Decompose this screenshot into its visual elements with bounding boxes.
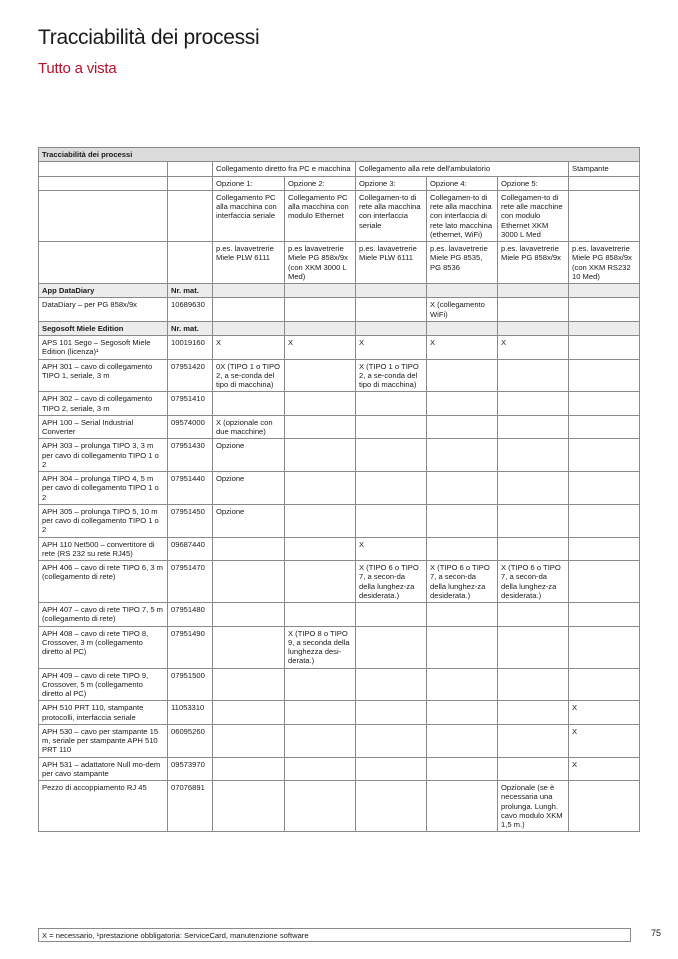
product-number: 07951440 (168, 472, 213, 505)
example-5: p.es. lavavetrerie Miele PG 858x/9x (498, 242, 569, 284)
option-cell (285, 561, 356, 603)
product-number: 09573970 (168, 757, 213, 781)
product-name: APH 100 – Serial Industrial Converter (39, 415, 168, 439)
option-cell (569, 415, 640, 439)
table-row (39, 668, 640, 701)
option-cell (356, 626, 427, 668)
option-desc-5: Collegamen-to di rete alle macchine con modulo Ethernet XKM 3000 L Med (498, 190, 569, 241)
option-cell (569, 359, 640, 392)
table-row (39, 504, 640, 537)
option-cell (285, 439, 356, 472)
option-cell (356, 724, 427, 757)
option-cell: X (collegamento WiFi) (427, 298, 498, 322)
option-cell (285, 298, 356, 322)
option-cell (285, 537, 356, 561)
option-cell: X (569, 701, 640, 725)
option-cell (213, 668, 285, 701)
option-3: Opzione 3: (356, 176, 427, 190)
option-cell (356, 504, 427, 537)
option-cell (213, 701, 285, 725)
table-row (39, 603, 640, 627)
table-row (39, 537, 640, 561)
product-name: APH 304 – prolunga TIPO 4, 5 m per cavo di collegamento TIPO 1 o 2 (39, 472, 168, 505)
option-cell: Opzione (213, 504, 285, 537)
option-cell (356, 757, 427, 781)
example-printer: p.es. lavavetrerie Miele PG 858x/9x (con XKM RS232 10 Med) (569, 242, 640, 284)
option-cell (213, 757, 285, 781)
page-number: 75 (651, 928, 662, 938)
product-number: 07951430 (168, 439, 213, 472)
product-name: APH 408 – cavo di rete TIPO 8, Crossover, 3 m (collegamento diretto al PC) (39, 626, 168, 668)
option-4: Opzione 4: (427, 176, 498, 190)
option-cell: X (498, 336, 569, 360)
table-row (39, 298, 640, 322)
option-cell (427, 781, 498, 832)
option-cell (285, 603, 356, 627)
option-cell: X (TIPO 6 o TIPO 7, a secon-da della lunghez-za desiderata.) (356, 561, 427, 603)
option-cell (498, 724, 569, 757)
option-cell (427, 415, 498, 439)
option-cell (569, 626, 640, 668)
table-row (39, 561, 640, 603)
table-row (39, 439, 640, 472)
product-number: 09687440 (168, 537, 213, 561)
page-title: Tracciabilità dei processi (38, 26, 260, 49)
table-row (39, 392, 640, 416)
group-network: Collegamento alla rete dell'ambulatorio (356, 162, 569, 176)
product-name: APH 305 – prolunga TIPO 5, 10 m per cavo di collegamento TIPO 1 o 2 (39, 504, 168, 537)
option-cell (356, 472, 427, 505)
option-cell (569, 537, 640, 561)
option-cell (356, 701, 427, 725)
product-number: 07076891 (168, 781, 213, 832)
table-row (39, 781, 640, 832)
group-direct: Collegamento diretto fra PC e macchina (213, 162, 356, 176)
process-table (38, 147, 640, 832)
section-header-row (39, 284, 640, 298)
option-cell (356, 392, 427, 416)
product-number: 07951410 (168, 392, 213, 416)
option-cell: X (opzionale con due macchine) (213, 415, 285, 439)
table-caption-row (39, 148, 640, 162)
option-cell: Opzione (213, 472, 285, 505)
group-printer: Stampante (569, 162, 640, 176)
option-cell (213, 561, 285, 603)
section-header-row (39, 321, 640, 335)
table-row (39, 336, 640, 360)
option-cell (427, 724, 498, 757)
option-cell (498, 626, 569, 668)
example-3: p.es. lavavetrerie Miele PLW 6111 (356, 242, 427, 284)
table-row (39, 724, 640, 757)
option-cell: X (TIPO 6 o TIPO 7, a secon-da della lunghez-za desiderata.) (427, 561, 498, 603)
option-cell (285, 668, 356, 701)
option-cell (356, 439, 427, 472)
option-cell (498, 603, 569, 627)
product-number: 07951470 (168, 561, 213, 603)
option-cell (569, 561, 640, 603)
option-cell (427, 757, 498, 781)
section-nr-label: Nr. mat. (168, 321, 213, 335)
option-cell: X (427, 336, 498, 360)
option-cell (356, 781, 427, 832)
option-cell (498, 415, 569, 439)
product-name: APH 303 – prolunga TIPO 3, 3 m per cavo di collegamento TIPO 1 o 2 (39, 439, 168, 472)
product-name: APH 510 PRT 110, stampante protocolli, interfaccia seriale (39, 701, 168, 725)
option-cell (427, 701, 498, 725)
product-number: 06095260 (168, 724, 213, 757)
product-name: APH 409 – cavo di rete TIPO 9, Crossover, 5 m (collegamento diretto al PC) (39, 668, 168, 701)
option-cell (427, 392, 498, 416)
option-cell (569, 504, 640, 537)
option-cell (427, 537, 498, 561)
option-cell (285, 504, 356, 537)
option-cell: X (356, 336, 427, 360)
product-number: 10019160 (168, 336, 213, 360)
option-desc-1: Collegamento PC alla macchina con interfaccia seriale (213, 190, 285, 241)
option-cell: X (213, 336, 285, 360)
option-cell (427, 603, 498, 627)
option-desc-row (39, 190, 640, 241)
option-cell (213, 537, 285, 561)
option-desc-2: Collegamento PC alla macchina con modulo Ethernet (285, 190, 356, 241)
product-name: APH 302 – cavo di collegamento TIPO 2, seriale, 3 m (39, 392, 168, 416)
option-cell (285, 359, 356, 392)
option-cell: Opzione (213, 439, 285, 472)
option-5: Opzione 5: (498, 176, 569, 190)
option-cell: X (569, 724, 640, 757)
table-row (39, 701, 640, 725)
option-cell (285, 724, 356, 757)
option-cell (285, 781, 356, 832)
product-number: 07951500 (168, 668, 213, 701)
product-name: APS 101 Sego – Segosoft Miele Edition (licenza)¹ (39, 336, 168, 360)
example-2: p.es lavavetrerie Miele PG 858x/9x (con XKM 3000 L Med) (285, 242, 356, 284)
option-desc-3: Collegamen-to di rete alla macchina con interfaccia seriale (356, 190, 427, 241)
option-cell (498, 472, 569, 505)
option-cell (356, 603, 427, 627)
product-number: 09574000 (168, 415, 213, 439)
section-title: Segosoft Miele Edition (39, 321, 168, 335)
option-cell (569, 781, 640, 832)
product-number: 11053310 (168, 701, 213, 725)
option-cell (356, 298, 427, 322)
option-cell (569, 298, 640, 322)
option-cell (569, 668, 640, 701)
product-name: APH 530 – cavo per stampante 15 m, seriale per stampante APH 510 PRT 110 (39, 724, 168, 757)
product-name: APH 301 – cavo di collegamento TIPO 1, seriale, 3 m (39, 359, 168, 392)
product-name: APH 407 – cavo di rete TIPO 7, 5 m (collegamento di rete) (39, 603, 168, 627)
option-cell (498, 359, 569, 392)
option-cell (498, 298, 569, 322)
option-cell: X (285, 336, 356, 360)
option-1: Opzione 1: (213, 176, 285, 190)
option-cell: X (356, 537, 427, 561)
option-cell (498, 701, 569, 725)
option-cell: X (TIPO 1 o TIPO 2, a se-conda del tipo di macchina) (356, 359, 427, 392)
examples-row (39, 242, 640, 284)
option-cell: X (569, 757, 640, 781)
option-cell (569, 439, 640, 472)
option-cell (213, 392, 285, 416)
option-cell: 0X (TIPO 1 o TIPO 2, a se-conda del tipo di macchina) (213, 359, 285, 392)
table-row (39, 626, 640, 668)
option-cell (498, 392, 569, 416)
page-subtitle: Tutto a vista (38, 60, 117, 77)
product-name: Pezzo di accoppiamento RJ 45 (39, 781, 168, 832)
product-number: 07951420 (168, 359, 213, 392)
table-caption: Tracciabilità dei processi (39, 148, 640, 162)
table-row (39, 359, 640, 392)
option-cell (213, 298, 285, 322)
option-cell (285, 757, 356, 781)
option-cell (427, 504, 498, 537)
option-cell (285, 415, 356, 439)
option-cell (498, 504, 569, 537)
product-name: APH 110 Net500 – convertitore di rete (RS 232 su rete RJ45) (39, 537, 168, 561)
option-header-row (39, 176, 640, 190)
section-title: App DataDiary (39, 284, 168, 298)
product-number: 07951480 (168, 603, 213, 627)
option-cell (285, 701, 356, 725)
table-row (39, 472, 640, 505)
product-name: DataDiary – per PG 858x/9x (39, 298, 168, 322)
option-cell (285, 472, 356, 505)
example-4: p.es. lavavetrerie Miele PG 8535, PG 8536 (427, 242, 498, 284)
option-cell (569, 603, 640, 627)
option-cell (285, 392, 356, 416)
option-cell (427, 472, 498, 505)
option-cell (427, 626, 498, 668)
table-row (39, 757, 640, 781)
product-number: 07951490 (168, 626, 213, 668)
product-name: APH 406 – cavo di rete TIPO 6, 3 m (collegamento di rete) (39, 561, 168, 603)
table-row (39, 415, 640, 439)
group-header-row (39, 162, 640, 176)
option-cell (569, 336, 640, 360)
option-cell (213, 603, 285, 627)
section-nr-label: Nr. mat. (168, 284, 213, 298)
product-name: APH 531 – adattatore Null mo-dem per cavo stampante (39, 757, 168, 781)
product-number: 07951450 (168, 504, 213, 537)
footnote: X = necessario, ¹prestazione obbligatoria: ServiceCard, manutenzione software (38, 928, 631, 942)
option-cell: X (TIPO 8 o TIPO 9, a seconda della lunghezza desi-derata.) (285, 626, 356, 668)
option-cell (427, 439, 498, 472)
product-number: 10689630 (168, 298, 213, 322)
option-cell: Opzionale (se è necessaria una prolunga. Lungh. cavo modulo XKM 1,5 m.) (498, 781, 569, 832)
option-cell (569, 472, 640, 505)
option-2: Opzione 2: (285, 176, 356, 190)
option-desc-4: Collegamen-to di rete alla macchina con interfaccia di rete lato macchina (ethernet, WiFi) (427, 190, 498, 241)
option-cell (498, 668, 569, 701)
option-cell (356, 415, 427, 439)
option-cell (213, 781, 285, 832)
option-cell: X (TIPO 6 o TIPO 7, a secon-da della lunghez-za desiderata.) (498, 561, 569, 603)
option-cell (498, 537, 569, 561)
option-cell (569, 392, 640, 416)
option-cell (498, 439, 569, 472)
example-1: p.es. lavavetrerie Miele PLW 6111 (213, 242, 285, 284)
option-cell (498, 757, 569, 781)
option-cell (356, 668, 427, 701)
option-cell (213, 724, 285, 757)
option-cell (213, 626, 285, 668)
option-cell (427, 359, 498, 392)
option-cell (427, 668, 498, 701)
